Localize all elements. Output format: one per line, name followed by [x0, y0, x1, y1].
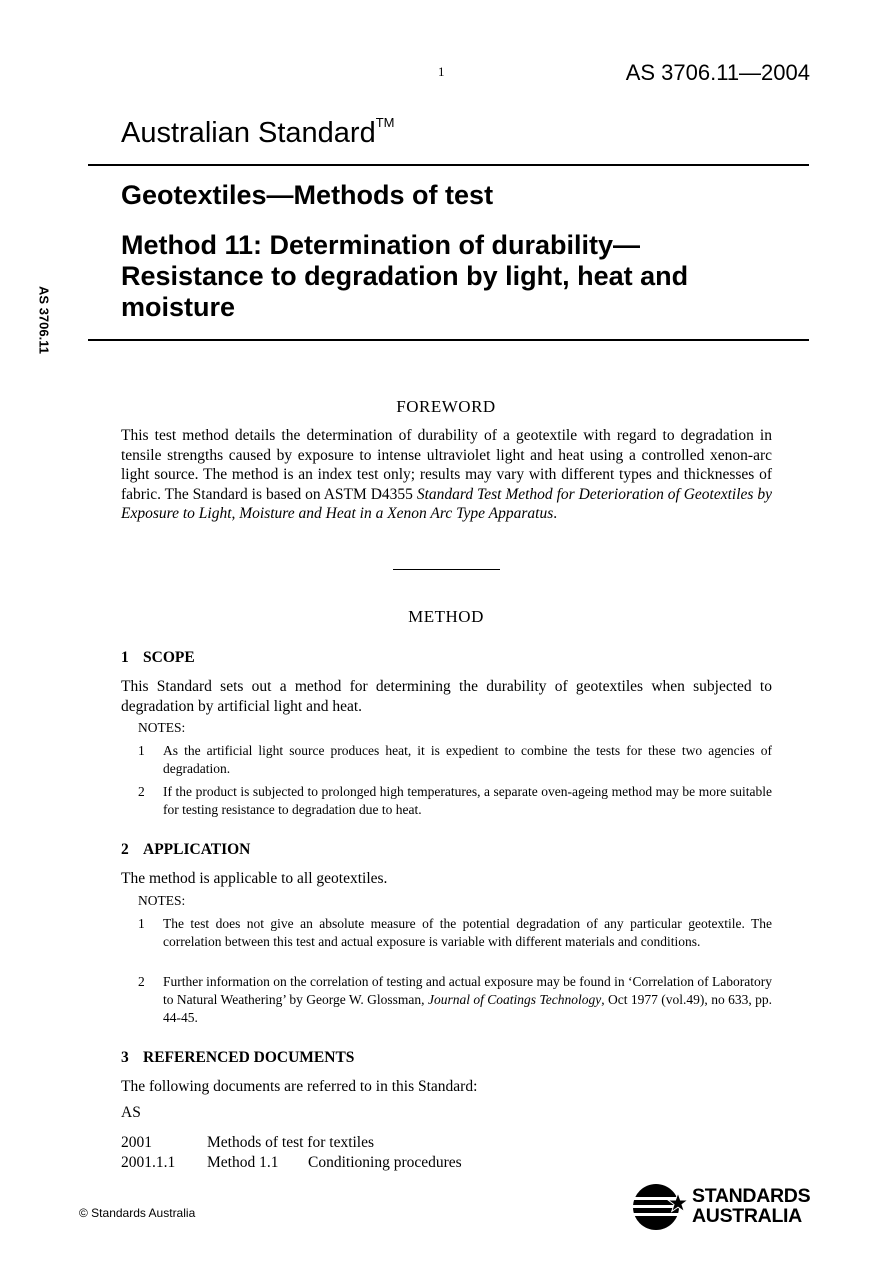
header-title [121, 117, 395, 150]
reference-row [121, 1154, 462, 1172]
note-item [138, 973, 772, 1027]
series-title: Geotextiles—Methods of test [121, 180, 494, 210]
foreword-text [121, 426, 772, 524]
foreword-end: . [553, 505, 558, 522]
note-text-part: Further information on the correlation of testing and actual exposure may be found in ‘Correlation of Laboratory to Natural Weathering’ by George W. Glossman, [163, 974, 772, 1007]
section-number: 2 [121, 841, 129, 858]
section-heading-application [121, 841, 250, 859]
note-text: As the artificial light source produces heat, it is expedient to combine the tests for these two agencies of degradation. [163, 743, 772, 776]
header-rule-top [88, 164, 809, 166]
references-text: The following documents are referred to in this Standard: [121, 1078, 478, 1095]
scope-text: This Standard sets out a method for determining the durability of geotextiles when subjected to degradation by artificial light and heat. [121, 678, 772, 715]
method-title: Method 11: Determination of durability—Resistance to degradation by light, heat and moisture [121, 230, 689, 322]
section-heading-references [121, 1049, 354, 1067]
trademark-mark: TM [375, 115, 395, 131]
header-rule-bottom [88, 339, 809, 341]
note-number: 1 [138, 743, 145, 758]
notes-label: NOTES: [138, 720, 186, 735]
logo-line2: AUSTRALIA [692, 1205, 802, 1227]
copyright-notice: © Standards Australia [79, 1206, 196, 1220]
section-divider [393, 569, 500, 570]
reference-method: Method 1.1 [207, 1154, 279, 1171]
section-number: 1 [121, 649, 129, 666]
reference-code: 2001 [121, 1134, 152, 1151]
application-text: The method is applicable to all geotextiles. [121, 870, 388, 887]
journal-title: Journal of Coatings Technology [427, 992, 602, 1007]
section-heading-scope [121, 649, 195, 667]
foreword-citation: Standard Test Method for Deterioration of Geotextiles by Exposure to Light, Moisture and Heat in a Xenon Arc Type Apparatus [121, 485, 772, 522]
section-number: 3 [121, 1049, 129, 1066]
header-title-text: Australian Standard [121, 117, 376, 149]
note-item [138, 915, 772, 951]
method-heading: METHOD [408, 607, 484, 626]
notes-label: NOTES: [138, 893, 186, 908]
section-title: SCOPE [143, 649, 195, 666]
reference-title: Conditioning procedures [308, 1154, 462, 1171]
logo-line1: STANDARDS [692, 1185, 811, 1207]
note-item [138, 783, 772, 819]
reference-code: 2001.1.1 [121, 1154, 176, 1171]
note-text-part: , Oct 1977 (vol.49), no 633, pp. 44-45. [163, 992, 773, 1025]
logo-mark-icon [632, 1183, 688, 1231]
reference-method: Methods of test for textiles [207, 1134, 375, 1151]
note-number: 1 [138, 916, 145, 931]
section-title: REFERENCED DOCUMENTS [143, 1049, 355, 1066]
note-text [163, 973, 772, 1027]
reference-row [121, 1134, 374, 1152]
standards-australia-logo [632, 1183, 822, 1231]
foreword-body: This test method details the determination of durability of a geotextile with regard to degradation in tensile strengths caused by exposure to intense ultraviolet light and heat using a controlled xenon-arc light source. The method is an index test only; results may vary with different types and thicknesses of fabric. The Standard is based on ASTM D4355 [121, 427, 772, 503]
note-number: 2 [138, 974, 145, 989]
section-title: APPLICATION [143, 841, 251, 858]
note-number: 2 [138, 784, 145, 799]
logo-text [692, 1186, 810, 1226]
side-label: AS 3706.11 [36, 286, 52, 354]
reference-group: AS [121, 1104, 141, 1121]
page-number: 1 [438, 64, 445, 79]
standard-number: AS 3706.11—2004 [625, 60, 810, 85]
note-item [138, 742, 772, 778]
note-text: The test does not give an absolute measure of the potential degradation of any particular geotextile. The correlation between this test and actual exposure is variable with different materials and conditions. [163, 916, 772, 949]
note-text: If the product is subjected to prolonged high temperatures, a separate oven-ageing method may be more suitable for testing resistance to degradation due to heat. [163, 784, 772, 817]
foreword-heading: FOREWORD [396, 397, 496, 416]
